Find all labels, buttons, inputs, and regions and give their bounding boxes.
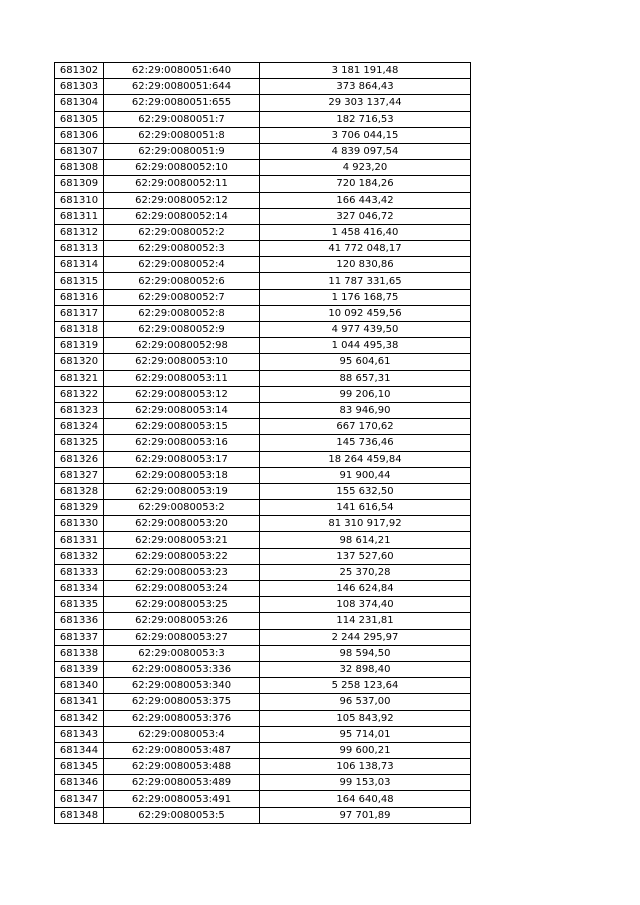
table-row [55,370,471,386]
cadastral-value-cell: 145 736,46 [260,435,471,451]
table-row [55,775,471,791]
row-number-cell: 681343 [55,726,104,742]
cadastral-number-cell: 62:29:0080051:9 [104,143,260,159]
cadastral-number-cell: 62:29:0080052:3 [104,241,260,257]
table-row [55,305,471,321]
row-number-cell: 681320 [55,354,104,370]
cadastral-number-cell: 62:29:0080053:17 [104,451,260,467]
table-row [55,678,471,694]
table-row [55,289,471,305]
cadastral-value-cell: 667 170,62 [260,419,471,435]
row-number-cell: 681303 [55,79,104,95]
cadastral-value-cell: 3 706 044,15 [260,127,471,143]
row-number-cell: 681304 [55,95,104,111]
cadastral-value-cell: 99 153,03 [260,775,471,791]
cadastral-value-cell: 155 632,50 [260,483,471,499]
cadastral-number-cell: 62:29:0080053:20 [104,516,260,532]
table-row [55,386,471,402]
table-row [55,532,471,548]
row-number-cell: 681310 [55,192,104,208]
cadastral-value-cell: 18 264 459,84 [260,451,471,467]
row-number-cell: 681307 [55,143,104,159]
cadastral-number-cell: 62:29:0080052:8 [104,305,260,321]
table-row [55,500,471,516]
table-row [55,726,471,742]
table-row [55,516,471,532]
cadastral-number-cell: 62:29:0080052:14 [104,208,260,224]
table-row [55,338,471,354]
cadastral-value-cell: 98 614,21 [260,532,471,548]
row-number-cell: 681329 [55,500,104,516]
row-number-cell: 681322 [55,386,104,402]
cadastral-number-cell: 62:29:0080051:8 [104,127,260,143]
cadastral-number-cell: 62:29:0080053:27 [104,629,260,645]
cadastral-number-cell: 62:29:0080053:489 [104,775,260,791]
row-number-cell: 681327 [55,467,104,483]
cadastral-number-cell: 62:29:0080053:22 [104,548,260,564]
cadastral-number-cell: 62:29:0080053:487 [104,742,260,758]
cadastral-value-cell: 88 657,31 [260,370,471,386]
cadastral-number-cell: 62:29:0080053:26 [104,613,260,629]
cadastral-value-cell: 166 443,42 [260,192,471,208]
cadastral-value-cell: 1 176 168,75 [260,289,471,305]
row-number-cell: 681312 [55,224,104,240]
cadastral-number-cell: 62:29:0080053:18 [104,467,260,483]
cadastral-number-cell: 62:29:0080053:16 [104,435,260,451]
table-row [55,111,471,127]
cadastral-number-cell: 62:29:0080053:491 [104,791,260,807]
cadastral-value-cell: 29 303 137,44 [260,95,471,111]
row-number-cell: 681333 [55,564,104,580]
row-number-cell: 681331 [55,532,104,548]
table-row [55,451,471,467]
cadastral-number-cell: 62:29:0080052:9 [104,322,260,338]
row-number-cell: 681323 [55,402,104,418]
table-row [55,208,471,224]
cadastral-value-cell: 1 044 495,38 [260,338,471,354]
cadastral-value-cell: 137 527,60 [260,548,471,564]
row-number-cell: 681346 [55,775,104,791]
row-number-cell: 681344 [55,742,104,758]
row-number-cell: 681309 [55,176,104,192]
row-number-cell: 681340 [55,678,104,694]
table-row [55,354,471,370]
cadastral-number-cell: 62:29:0080053:12 [104,386,260,402]
cadastral-value-cell: 108 374,40 [260,597,471,613]
table-row [55,224,471,240]
cadastral-number-cell: 62:29:0080053:21 [104,532,260,548]
cadastral-value-cell: 25 370,28 [260,564,471,580]
cadastral-value-cell: 182 716,53 [260,111,471,127]
row-number-cell: 681335 [55,597,104,613]
cadastral-value-cell: 146 624,84 [260,581,471,597]
cadastral-value-cell: 114 231,81 [260,613,471,629]
table-row [55,63,471,79]
cadastral-value-cell: 41 772 048,17 [260,241,471,257]
cadastral-number-cell: 62:29:0080053:24 [104,581,260,597]
table-row [55,807,471,823]
cadastral-value-cell: 4 923,20 [260,160,471,176]
cadastral-number-cell: 62:29:0080052:11 [104,176,260,192]
cadastral-number-cell: 62:29:0080053:4 [104,726,260,742]
table-row [55,402,471,418]
table-row [55,257,471,273]
cadastral-value-cell: 373 864,43 [260,79,471,95]
table-row [55,581,471,597]
cadastral-value-cell: 98 594,50 [260,645,471,661]
cadastral-value-cell: 95 714,01 [260,726,471,742]
cadastral-value-cell: 83 946,90 [260,402,471,418]
table-row [55,597,471,613]
cadastral-number-cell: 62:29:0080051:644 [104,79,260,95]
cadastral-value-cell: 2 244 295,97 [260,629,471,645]
table-row [55,322,471,338]
cadastral-number-cell: 62:29:0080052:10 [104,160,260,176]
table-row [55,143,471,159]
cadastral-value-cell: 11 787 331,65 [260,273,471,289]
row-number-cell: 681328 [55,483,104,499]
table-row [55,710,471,726]
cadastral-number-cell: 62:29:0080052:4 [104,257,260,273]
row-number-cell: 681311 [55,208,104,224]
table-row [55,694,471,710]
cadastral-value-cell: 99 600,21 [260,742,471,758]
cadastral-number-cell: 62:29:0080051:655 [104,95,260,111]
table-row [55,127,471,143]
table-row [55,435,471,451]
table-row [55,241,471,257]
cadastral-value-cell: 97 701,89 [260,807,471,823]
table-row [55,467,471,483]
row-number-cell: 681330 [55,516,104,532]
cadastral-value-table [54,62,471,824]
table-row [55,564,471,580]
cadastral-value-cell: 5 258 123,64 [260,678,471,694]
cadastral-number-cell: 62:29:0080052:6 [104,273,260,289]
row-number-cell: 681316 [55,289,104,305]
table-row [55,273,471,289]
row-number-cell: 681313 [55,241,104,257]
row-number-cell: 681325 [55,435,104,451]
cadastral-value-cell: 99 206,10 [260,386,471,402]
table-row [55,79,471,95]
cadastral-number-cell: 62:29:0080053:376 [104,710,260,726]
row-number-cell: 681342 [55,710,104,726]
cadastral-number-cell: 62:29:0080053:2 [104,500,260,516]
row-number-cell: 681338 [55,645,104,661]
table-row [55,548,471,564]
cadastral-value-cell: 4 839 097,54 [260,143,471,159]
cadastral-value-cell: 32 898,40 [260,661,471,677]
cadastral-value-cell: 105 843,92 [260,710,471,726]
table-row [55,759,471,775]
cadastral-number-cell: 62:29:0080053:25 [104,597,260,613]
row-number-cell: 681308 [55,160,104,176]
row-number-cell: 681306 [55,127,104,143]
cadastral-number-cell: 62:29:0080053:375 [104,694,260,710]
cadastral-value-cell: 164 640,48 [260,791,471,807]
cadastral-number-cell: 62:29:0080053:10 [104,354,260,370]
cadastral-number-cell: 62:29:0080052:7 [104,289,260,305]
table-row [55,192,471,208]
table-row [55,791,471,807]
row-number-cell: 681317 [55,305,104,321]
cadastral-value-cell: 95 604,61 [260,354,471,370]
table-row [55,483,471,499]
row-number-cell: 681337 [55,629,104,645]
cadastral-value-cell: 1 458 416,40 [260,224,471,240]
cadastral-number-cell: 62:29:0080053:11 [104,370,260,386]
table-row [55,160,471,176]
row-number-cell: 681341 [55,694,104,710]
table-row [55,613,471,629]
row-number-cell: 681339 [55,661,104,677]
table-body [55,63,471,824]
cadastral-value-cell: 81 310 917,92 [260,516,471,532]
row-number-cell: 681324 [55,419,104,435]
table-row [55,629,471,645]
cadastral-number-cell: 62:29:0080053:15 [104,419,260,435]
row-number-cell: 681321 [55,370,104,386]
cadastral-value-cell: 4 977 439,50 [260,322,471,338]
table-row [55,95,471,111]
row-number-cell: 681345 [55,759,104,775]
cadastral-value-cell: 120 830,86 [260,257,471,273]
cadastral-number-cell: 62:29:0080053:336 [104,661,260,677]
cadastral-number-cell: 62:29:0080051:640 [104,63,260,79]
table-row [55,742,471,758]
cadastral-number-cell: 62:29:0080052:12 [104,192,260,208]
row-number-cell: 681348 [55,807,104,823]
cadastral-number-cell: 62:29:0080053:488 [104,759,260,775]
row-number-cell: 681302 [55,63,104,79]
cadastral-value-cell: 96 537,00 [260,694,471,710]
row-number-cell: 681326 [55,451,104,467]
cadastral-number-cell: 62:29:0080053:14 [104,402,260,418]
row-number-cell: 681315 [55,273,104,289]
row-number-cell: 681318 [55,322,104,338]
row-number-cell: 681314 [55,257,104,273]
cadastral-number-cell: 62:29:0080052:2 [104,224,260,240]
row-number-cell: 681347 [55,791,104,807]
cadastral-value-cell: 10 092 459,56 [260,305,471,321]
row-number-cell: 681336 [55,613,104,629]
table-row [55,645,471,661]
cadastral-value-cell: 327 046,72 [260,208,471,224]
cadastral-value-cell: 3 181 191,48 [260,63,471,79]
cadastral-number-cell: 62:29:0080053:19 [104,483,260,499]
cadastral-number-cell: 62:29:0080053:23 [104,564,260,580]
cadastral-number-cell: 62:29:0080053:340 [104,678,260,694]
cadastral-value-cell: 720 184,26 [260,176,471,192]
cadastral-value-cell: 141 616,54 [260,500,471,516]
row-number-cell: 681334 [55,581,104,597]
row-number-cell: 681319 [55,338,104,354]
cadastral-number-cell: 62:29:0080053:3 [104,645,260,661]
table-row [55,419,471,435]
cadastral-value-cell: 91 900,44 [260,467,471,483]
cadastral-value-cell: 106 138,73 [260,759,471,775]
table-row [55,176,471,192]
table-row [55,661,471,677]
row-number-cell: 681332 [55,548,104,564]
cadastral-number-cell: 62:29:0080052:98 [104,338,260,354]
cadastral-number-cell: 62:29:0080051:7 [104,111,260,127]
cadastral-number-cell: 62:29:0080053:5 [104,807,260,823]
row-number-cell: 681305 [55,111,104,127]
